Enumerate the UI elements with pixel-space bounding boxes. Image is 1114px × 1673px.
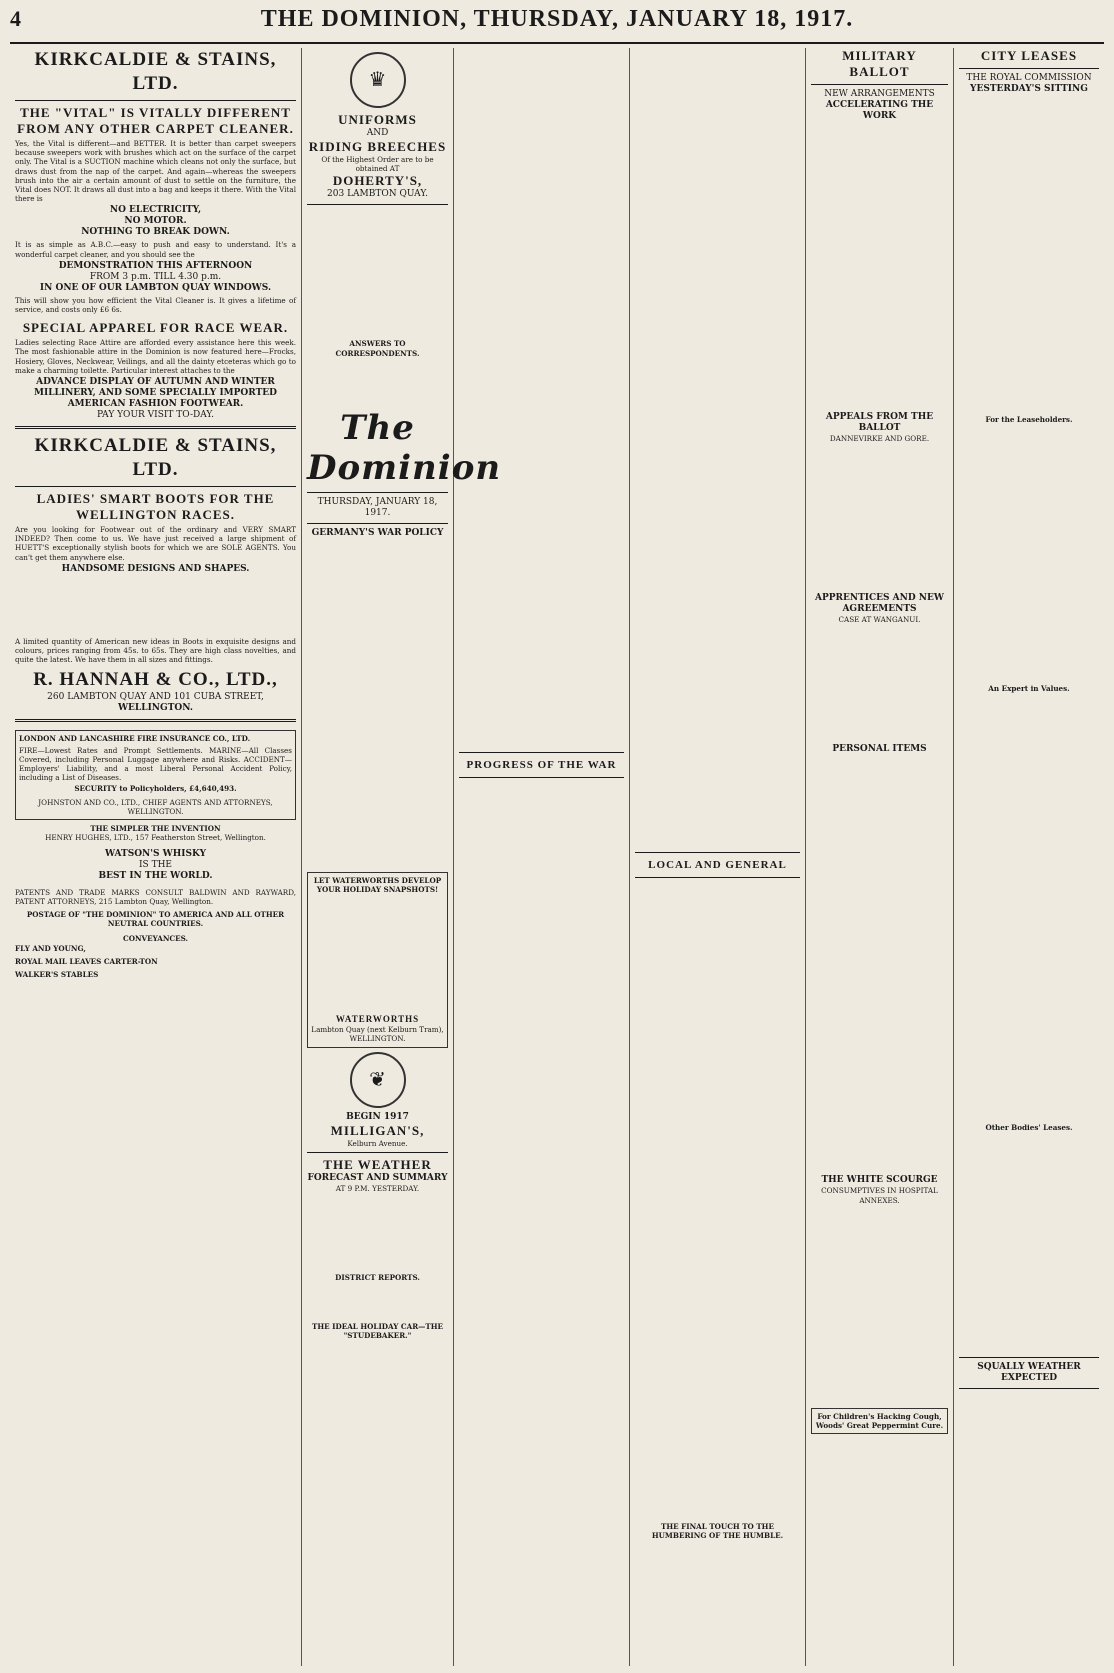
begin-1917: BEGIN 1917 bbox=[346, 1111, 409, 1122]
dohertys-address: 203 LAMBTON QUAY. bbox=[327, 189, 428, 200]
local-heading: LOCAL AND GENERAL bbox=[648, 859, 787, 871]
patents-line: PATENTS AND TRADE MARKS CONSULT BALDWIN AND RAYWARD, PATENT ATTORNEYS, 215 Lambton Quay, Wellington. bbox=[15, 887, 296, 906]
nothing-break: NOTHING TO BREAK DOWN. bbox=[81, 227, 230, 238]
boots-body-2: A limited quantity of American new ideas in Boots in exquisite designs and colours, prices ranging from 45s. to 65s. They are high class novelties, and quite the latest. We have them in all sizes and fittings. bbox=[15, 636, 296, 665]
apprentices-heading: APPRENTICES AND NEW AGREEMENTS bbox=[815, 593, 944, 615]
scourge-heading: THE WHITE SCOURGE bbox=[821, 1175, 938, 1186]
millinery-line: MILLINERY, AND SOME SPECIALLY IMPORTED bbox=[34, 388, 277, 399]
issue-date: THURSDAY, JANUARY 18, 1917. bbox=[317, 496, 438, 518]
kirkcaldie-heading-2: KIRKCALDIE & STAINS, LTD. bbox=[34, 435, 277, 481]
no-motor: NO MOTOR. bbox=[124, 216, 187, 227]
riding-heading: RIDING BREECHES bbox=[308, 139, 447, 154]
answers-heading: ANSWERS TO CORRESPONDENTS. bbox=[335, 339, 420, 358]
city-leases-heading: CITY LEASES bbox=[980, 48, 1078, 63]
vital-body: Yes, the Vital is different—and BETTER. It is better than carpet sweepers because sweepers work with brushes which act on the surface of the carpet only. The Vital is a SUCTION machine which cleans not only the surface, but draws dust from the nap of the carpet. And again—whereas the sweepers brush into the air a certain amount of dust to settle on the furniture, the Vital does NOT. It draws all dust into a bag and keeps it there. With the Vital there is bbox=[15, 139, 296, 204]
boots-heading: LADIES' SMART BOOTS FOR THE WELLINGTON RACES. bbox=[36, 491, 275, 523]
forecast-time: AT 9 P.M. YESTERDAY. bbox=[335, 1183, 420, 1193]
advance-line: ADVANCE DISPLAY OF AUTUMN AND WINTER bbox=[36, 377, 275, 388]
security-line: SECURITY to Policyholders, £4,640,493. bbox=[74, 784, 237, 794]
fly-young: FLY AND YOUNG, bbox=[15, 943, 86, 953]
conveyances-heading: CONVEYANCES. bbox=[122, 934, 189, 944]
royal-mail: ROYAL MAIL LEAVES CARTER-TON bbox=[15, 956, 158, 966]
vital-body-3: This will show you how efficient the Vital Cleaner is. It gives a lifetime of service, and costs only £6 6s. bbox=[15, 295, 296, 315]
war-policy-heading: GERMANY'S WAR POLICY bbox=[311, 527, 444, 538]
sitting-heading: YESTERDAY'S SITTING bbox=[970, 84, 1088, 94]
kirkcaldie-heading: KIRKCALDIE & STAINS, LTD. bbox=[34, 49, 277, 94]
page-title: THE DOMINION, THURSDAY, JANUARY 18, 1917. bbox=[260, 6, 854, 32]
vital-body-2: It is as simple as A.B.C.—easy to push and easy to understand. It's a wonderful carpet cleaner, and you should see the bbox=[15, 240, 296, 259]
crest-icon: ❦ bbox=[350, 1052, 406, 1108]
leaseholders-heading: For the Leaseholders. bbox=[985, 415, 1073, 424]
hannah-city: WELLINGTON. bbox=[117, 703, 194, 714]
simpler-heading: THE SIMPLER THE INVENTION bbox=[90, 824, 221, 834]
footwear-line: AMERICAN FASHION FOOTWEAR. bbox=[67, 399, 244, 410]
other-bodies-heading: Other Bodies' Leases. bbox=[985, 1123, 1073, 1133]
no-electricity: NO ELECTRICITY, bbox=[109, 205, 202, 216]
appeals-heading: APPEALS FROM THE BALLOT bbox=[825, 412, 934, 433]
war-text bbox=[635, 48, 800, 848]
column-advertisements bbox=[10, 48, 302, 1666]
race-heading: SPECIAL APPAREL FOR RACE WEAR. bbox=[22, 320, 289, 336]
visit-line: PAY YOUR VISIT TO-DAY. bbox=[96, 410, 215, 421]
studebaker-heading: THE IDEAL HOLIDAY CAR—THE "STUDEBAKER." bbox=[312, 1322, 443, 1341]
order-line: Of the Highest Order are to be obtained AT bbox=[321, 155, 434, 174]
weather-heading: THE WEATHER bbox=[323, 1156, 432, 1172]
column-4 bbox=[630, 48, 806, 1666]
lancashire-heading: LONDON AND LANCASHIRE FIRE INSURANCE CO., LTD. bbox=[19, 734, 251, 744]
expert-heading: An Expert in Values. bbox=[988, 684, 1070, 694]
columns bbox=[10, 48, 1104, 1666]
race-body: Ladies selecting Race Attire are afforded every assistance here this week. The most fashionable attire in the Dominion is now featured here—Frocks, Hosiery, Gloves, Neckwear, Veilings, and all the dainty etceteras which go to make a charming toilette. Particular interest attaches to the bbox=[15, 338, 296, 375]
column-3 bbox=[454, 48, 630, 1666]
wanganui-line: CASE AT WANGANUI. bbox=[838, 615, 921, 625]
handsome-line: HANDSOME DESIGNS AND SHAPES. bbox=[61, 563, 250, 574]
johnston-line: JOHNSTON AND CO., LTD., CHIEF AGENTS AND ATTORNEYS, WELLINGTON. bbox=[38, 797, 273, 816]
dohertys-heading: DOHERTY'S, bbox=[332, 173, 423, 189]
best-line: BEST IN THE WORLD. bbox=[98, 870, 213, 881]
milligans-address: Kelburn Avenue. bbox=[347, 1138, 408, 1148]
hannah-heading: R. HANNAH & CO., LTD., bbox=[33, 669, 278, 691]
waterworths-name: WATERWORTHS bbox=[335, 1014, 420, 1025]
final-touch-heading: THE FINAL TOUCH TO THE HUMBERING OF THE HUMBLE. bbox=[651, 1522, 784, 1541]
uniforms-heading: UNIFORMS bbox=[338, 112, 417, 127]
walkers-stables: WALKER'S STABLES bbox=[15, 969, 99, 979]
milligans-heading: MILLIGAN'S, bbox=[330, 1122, 425, 1138]
demo-where: IN ONE OF OUR LAMBTON QUAY WINDOWS. bbox=[39, 282, 272, 293]
column-5 bbox=[806, 48, 954, 1666]
waterworths-address: Lambton Quay (next Kelburn Tram), WELLINGTON. bbox=[311, 1025, 444, 1044]
dominion-logo: The Dominion bbox=[307, 407, 502, 488]
peppermint-ad: For Children's Hacking Cough, Woods' Great Peppermint Cure. bbox=[811, 1408, 948, 1434]
watson-line: WATSON'S WHISKY bbox=[105, 848, 206, 859]
progress-heading: PROGRESS OF THE WAR bbox=[466, 759, 617, 771]
boots-listing bbox=[15, 575, 296, 635]
masthead bbox=[10, 6, 1104, 44]
demo-line: DEMONSTRATION THIS AFTERNOON bbox=[58, 260, 253, 271]
consumptives-line: CONSUMPTIVES IN HOSPITAL ANNEXES. bbox=[821, 1186, 938, 1205]
and-line: AND bbox=[366, 128, 389, 138]
lower-ads bbox=[15, 727, 296, 979]
hughes-line: HENRY HUGHES, LTD., 157 Featherston Street, Wellington. bbox=[45, 833, 266, 843]
royal-commission: THE ROYAL COMMISSION bbox=[966, 73, 1092, 83]
boots-body: Are you looking for Footwear out of the ordinary and VERY SMART INDEED? Then come to us. We have just received a large shipment of HUETT'S exceptionally stylish boots for which we are SOLE AGENTS. You can't get them anywhere else. bbox=[15, 525, 296, 562]
royal-arms-icon: ♛ bbox=[350, 52, 406, 108]
new-arrangements: NEW ARRANGEMENTS bbox=[824, 89, 935, 99]
demo-time: FROM 3 p.m. TILL 4.30 p.m. bbox=[89, 271, 222, 282]
military-heading: MILITARY BALLOT bbox=[842, 48, 917, 79]
editorial-text bbox=[459, 48, 624, 748]
district-heading: DISTRICT REPORTS. bbox=[335, 1273, 420, 1283]
hannah-address: 260 LAMBTON QUAY AND 101 CUBA STREET, bbox=[47, 692, 264, 703]
is-the-line: IS THE bbox=[138, 859, 172, 870]
squally-heading: SQUALLY WEATHER EXPECTED bbox=[977, 1361, 1081, 1383]
dannevirke-line: DANNEVIRKE AND GORE. bbox=[829, 434, 930, 443]
waterworths-heading: LET WATERWORTHS DEVELOP YOUR HOLIDAY SNAPSHOTS! bbox=[313, 875, 442, 895]
column-2 bbox=[302, 48, 502, 1666]
forecast-heading: FORECAST AND SUMMARY bbox=[307, 1172, 448, 1183]
vital-heading: THE "VITAL" IS VITALLY DIFFERENT FROM ANY OTHER CARPET CLEANER. bbox=[17, 105, 294, 136]
postage-heading: POSTAGE OF "THE DOMINION" TO AMERICA AND ALL OTHER NEUTRAL COUNTRIES. bbox=[26, 909, 285, 929]
personal-heading: PERSONAL ITEMS bbox=[832, 744, 927, 755]
column-6 bbox=[954, 48, 1104, 1666]
accelerating-heading: ACCELERATING THE WORK bbox=[825, 100, 934, 121]
lancashire-body: FIRE—Lowest Rates and Prompt Settlements. MARINE—All Classes Covered, including Personal Luggage anywhere and Risks. ACCIDENT—Employers' Liability, and a most Liberal Personal Accident Policy, including a List of Diseases. bbox=[19, 745, 292, 783]
page-number: 4 bbox=[10, 6, 21, 31]
